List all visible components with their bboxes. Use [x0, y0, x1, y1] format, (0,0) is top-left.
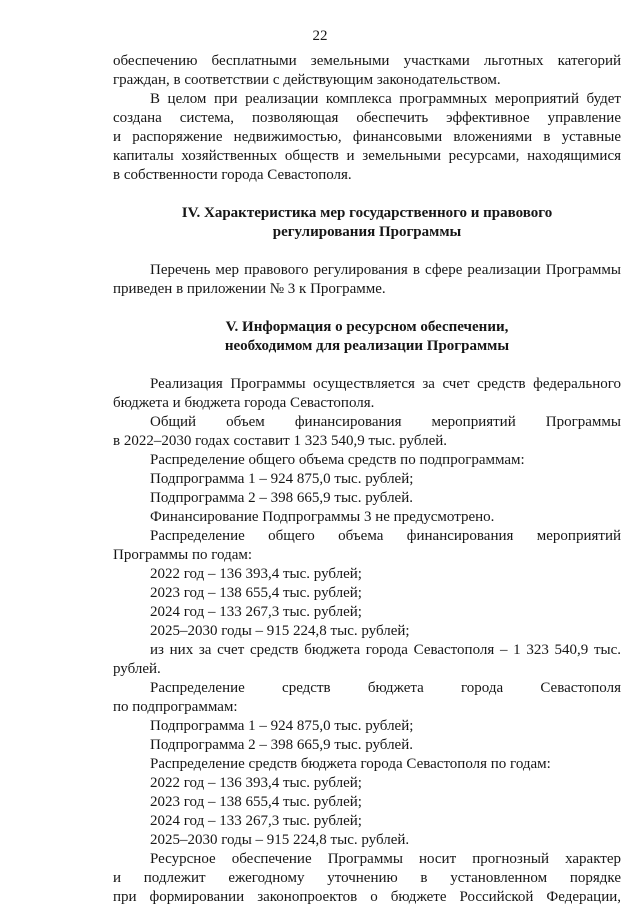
year-line: 2024 год – 133 267,3 тыс. рублей;	[150, 604, 362, 620]
text-line: из них за счет средств бюджета города Севастополя – 1 323 540,9 тыс.	[150, 642, 621, 658]
text-line: в 2022–2030 годах составит 1 323 540,9 тыс. рублей.	[113, 433, 448, 449]
text-line: Подпрограмма 1 – 924 875,0 тыс. рублей;	[150, 718, 414, 734]
text-line: приведен в приложении № 3 к Программе.	[113, 281, 386, 297]
text-line: обеспечению бесплатными земельными участками льготных категорий	[113, 53, 621, 69]
text-line: и распоряжение недвижимостью, финансовыми вложениями в уставные	[113, 129, 621, 145]
text-line: граждан, в соответствии с действующим законодательством.	[113, 72, 501, 88]
section-heading: V. Информация о ресурсном обеспечении,	[225, 319, 509, 335]
page-number: 22	[312, 28, 328, 44]
text-line: Перечень мер правового регулирования в сфере реализации Программы	[150, 262, 621, 278]
text-line: бюджета и бюджета города Севастополя.	[113, 395, 375, 411]
text-line: по подпрограммам:	[113, 699, 238, 715]
text-line: Подпрограмма 1 – 924 875,0 тыс. рублей;	[150, 471, 414, 487]
text-line: и подлежит ежегодному уточнению в установленном порядке	[113, 870, 621, 886]
section-heading: регулирования Программы	[272, 224, 462, 240]
text-line: Подпрограмма 2 – 398 665,9 тыс. рублей.	[150, 737, 413, 753]
text-line: Подпрограмма 2 – 398 665,9 тыс. рублей.	[150, 490, 413, 506]
text-line: Ресурсное обеспечение Программы носит прогнозный характер	[150, 851, 621, 867]
text-line: В целом при реализации комплекса программных мероприятий будет	[150, 91, 621, 107]
year-line: 2023 год – 138 655,4 тыс. рублей;	[150, 585, 362, 601]
year-line: 2025–2030 годы – 915 224,8 тыс. рублей;	[150, 623, 410, 639]
text-line: Реализация Программы осуществляется за счет средств федерального	[150, 376, 621, 392]
text-line: Финансирование Подпрограммы 3 не предусмотрено.	[150, 509, 495, 525]
text-line: в собственности города Севастополя.	[113, 167, 352, 183]
section-heading: необходимом для реализации Программы	[224, 338, 510, 354]
document-body	[113, 52, 621, 907]
text-line: Программы по годам:	[113, 547, 253, 563]
text-line: капиталы хозяйственных обществ и земельными ресурсами, находящимися	[113, 148, 621, 164]
year-line: 2024 год – 133 267,3 тыс. рублей;	[150, 813, 362, 829]
text-line: Распределение общего объема финансирования мероприятий	[150, 528, 621, 544]
text-line: Распределение общего объема средств по подпрограммам:	[150, 452, 525, 468]
text-line: Распределение средств бюджета города Севастополя по годам:	[150, 756, 551, 772]
text-line: рублей.	[113, 661, 161, 677]
year-line: 2023 год – 138 655,4 тыс. рублей;	[150, 794, 362, 810]
text-line: Общий объем финансирования мероприятий Программы	[150, 414, 621, 430]
section-heading: IV. Характеристика мер государственного и правового	[181, 205, 553, 221]
year-line: 2022 год – 136 393,4 тыс. рублей;	[150, 775, 362, 791]
text-line: при формировании законопроектов о бюджете Российской Федерации,	[113, 889, 621, 905]
year-line: 2022 год – 136 393,4 тыс. рублей;	[150, 566, 362, 582]
text-line: Распределение средств бюджета города Севастополя	[150, 680, 621, 696]
year-line: 2025–2030 годы – 915 224,8 тыс. рублей.	[150, 832, 410, 848]
text-line: создана система, позволяющая обеспечить эффективное управление	[113, 110, 621, 126]
